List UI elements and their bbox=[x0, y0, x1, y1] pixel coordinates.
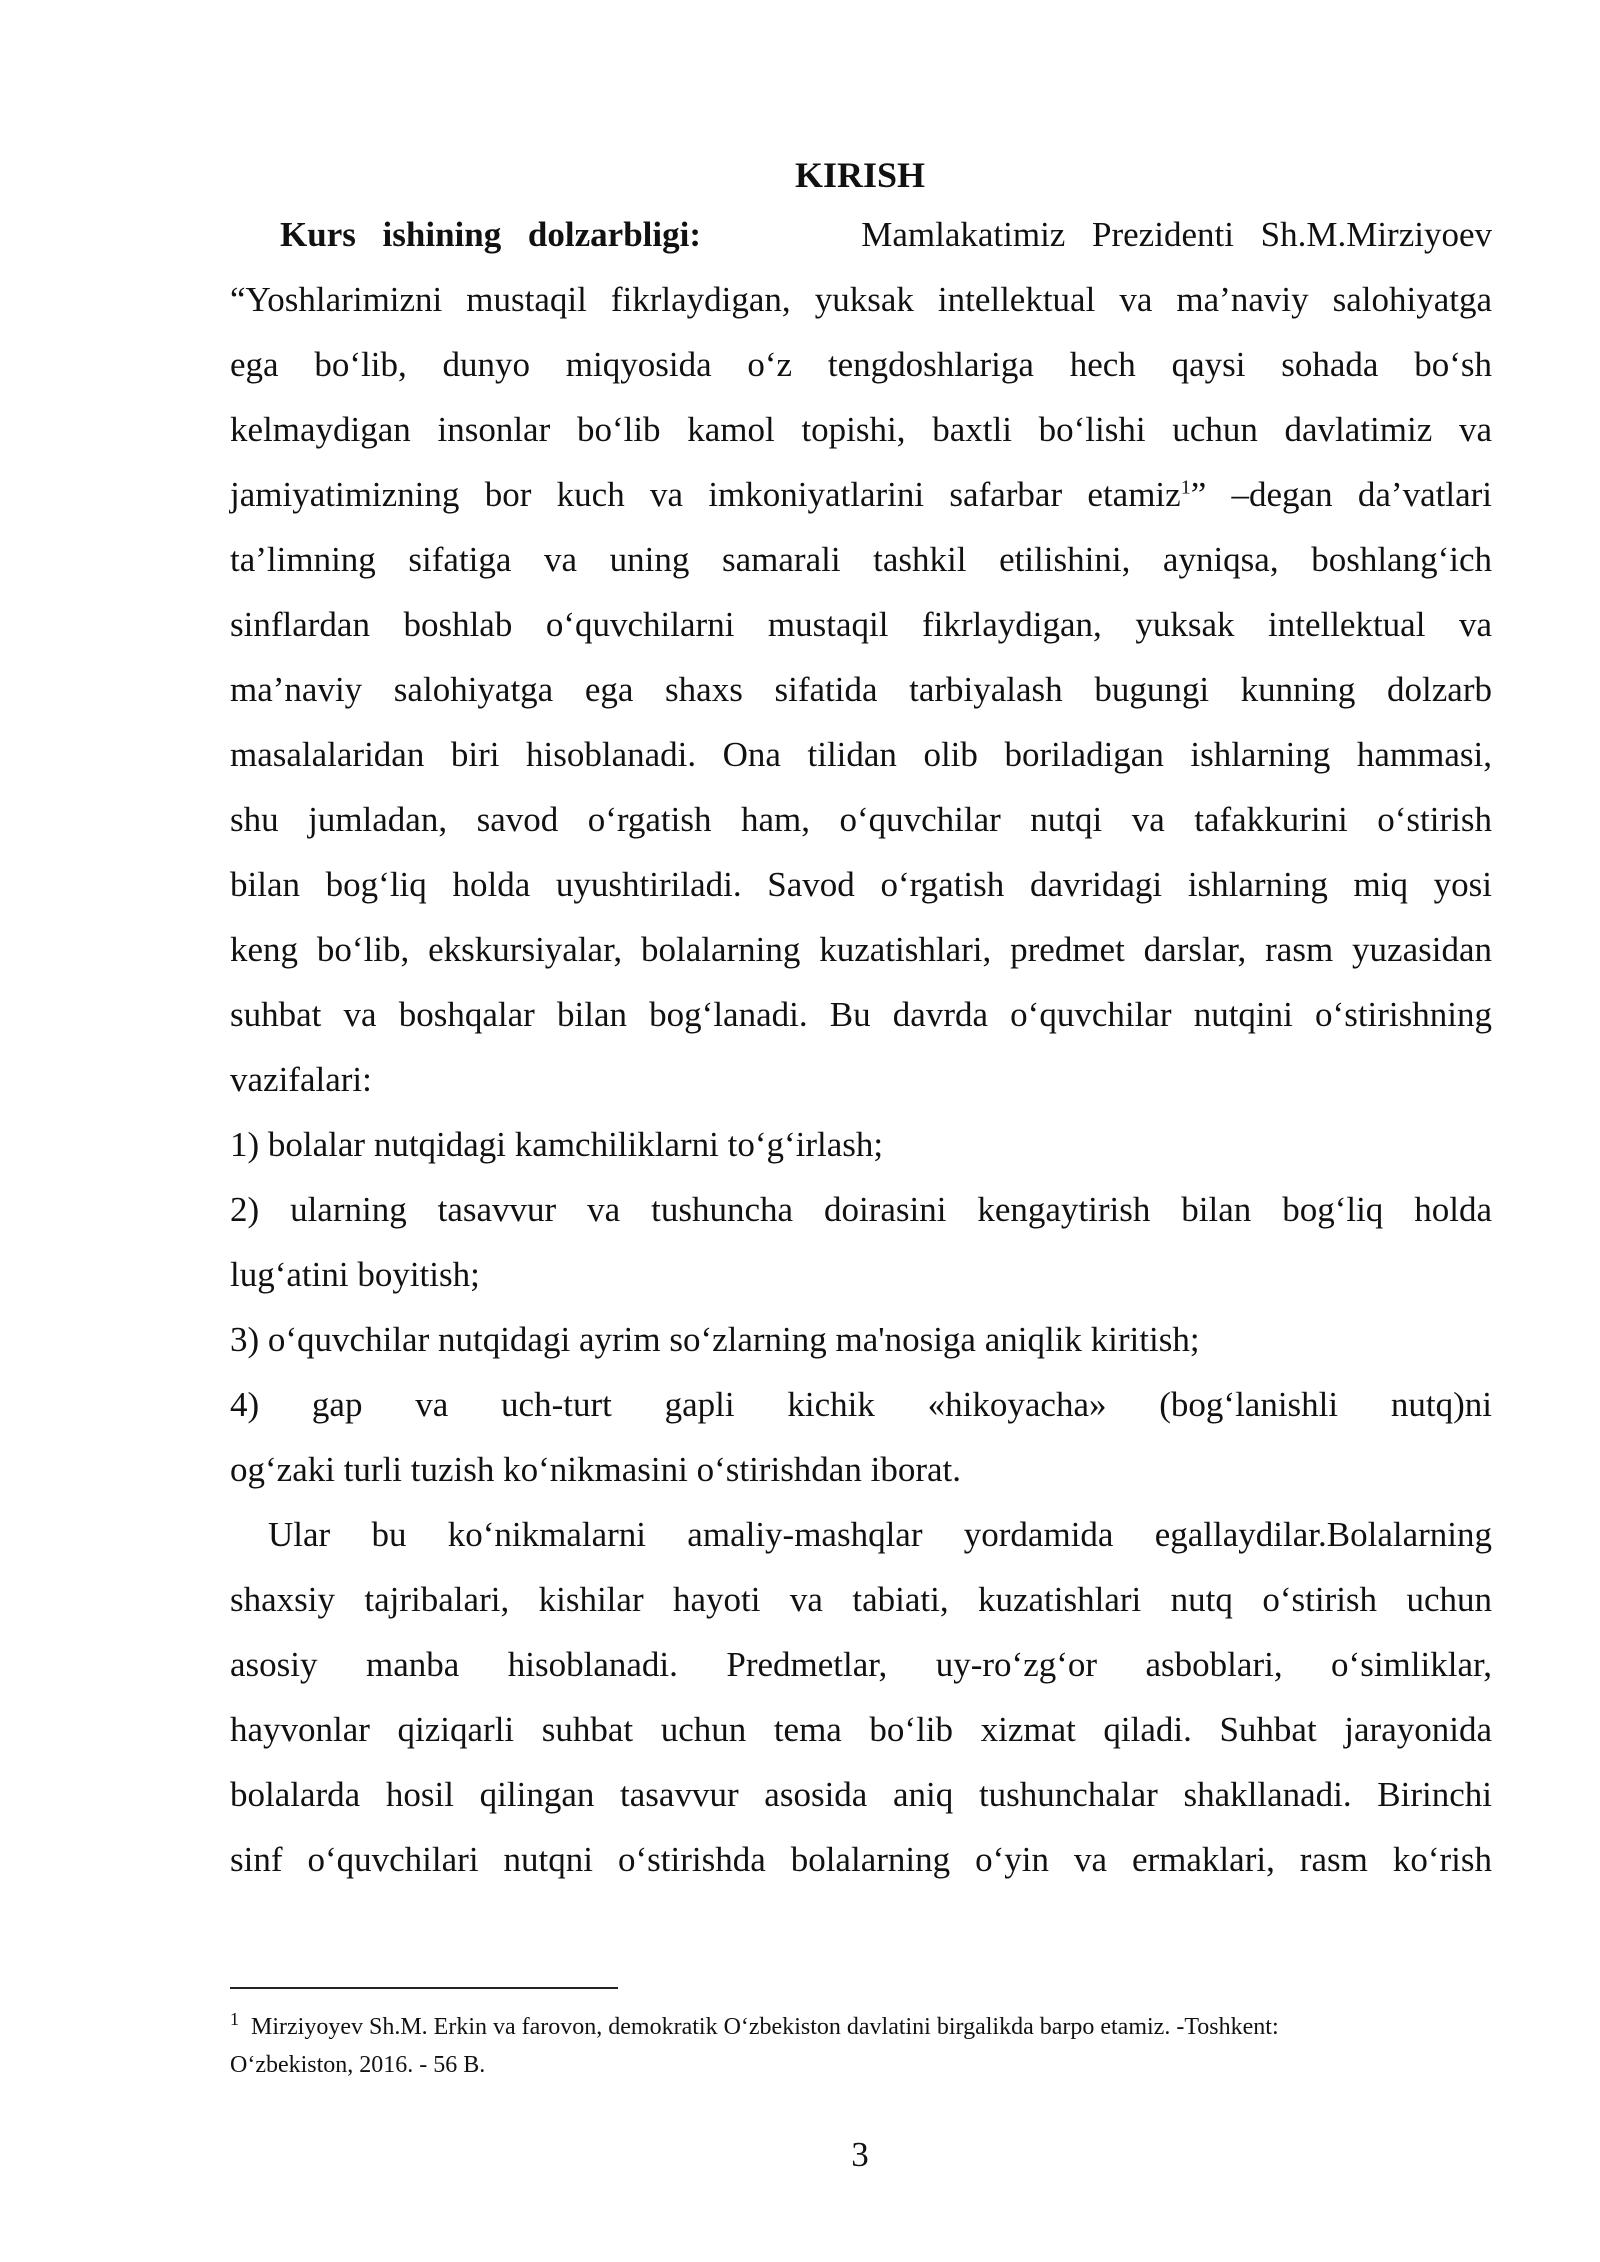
footnote bbox=[230, 2008, 1492, 2084]
paragraph-line: hayvonlar qiziqarli suhbat uchun tema bo‘lib xizmat qiladi. Suhbat jarayonida bbox=[230, 1710, 1492, 1749]
list-item-1: 1) bolalar nutqidagi kamchiliklarni to‘g‘irlash; bbox=[230, 1125, 884, 1164]
paragraph-line: shaxsiy tajribalari, kishilar hayoti va tabiati, kuzatishlari nutq o‘stirish uchun bbox=[230, 1580, 1492, 1619]
second-paragraph bbox=[230, 1502, 1492, 1892]
list-item-2: 2) ularning tasavvur va tushuncha doirasini kengaytirish bilan bog‘liq holda bbox=[230, 1190, 1492, 1229]
intro-line: masalalaridan biri hisoblanadi. Ona tilidan olib boriladigan ishlarning hammasi, bbox=[230, 735, 1492, 774]
intro-line-5-before: jamiyatimizning bor kuch va imkoniyatlarini safarbar etamiz bbox=[230, 475, 1181, 514]
intro-line: shu jumladan, savod o‘rgatish ham, o‘quvchilar nutqi va tafakkurini o‘stirish bbox=[230, 800, 1492, 839]
intro-paragraph bbox=[230, 202, 1492, 1112]
footnote-reference[interactable]: 1 bbox=[1180, 476, 1191, 499]
relevance-heading: Kurs ishining dolzarbligi: bbox=[280, 215, 701, 254]
intro-line: kelmaydigan insonlar bo‘lib kamol topishi, baxtli bo‘lishi uchun davlatimiz va bbox=[230, 410, 1492, 449]
footnote-line-1 bbox=[230, 2008, 1492, 2046]
footnote-mark: 1 bbox=[230, 2009, 239, 2029]
footnote-text: Mirziyoyev Sh.M. Erkin va farovon, demokratik O‘zbekiston davlatini birgalikda barpo etamiz. -Toshkent: bbox=[251, 2014, 1279, 2040]
list-item-3: 3) o‘quvchilar nutqidagi ayrim so‘zlarning ma'nosiga aniqlik kiritish; bbox=[230, 1320, 1200, 1359]
intro-line: sinflardan boshlab o‘quvchilarni mustaqil fikrlaydigan, yuksak intellektual va bbox=[230, 605, 1492, 644]
paragraph-line: asosiy manba hisoblanadi. Predmetlar, uy-ro‘zg‘or asboblari, o‘simliklar, bbox=[230, 1645, 1492, 1684]
intro-line: ega bo‘lib, dunyo miqyosida o‘z tengdoshlariga hech qaysi sohada bo‘sh bbox=[230, 345, 1492, 384]
intro-line-5 bbox=[230, 462, 1492, 527]
intro-line: ta’limning sifatiga va uning samarali tashkil etilishini, ayniqsa, boshlang‘ich bbox=[230, 540, 1492, 579]
paragraph-line: sinf o‘quvchilari nutqni o‘stirishda bolalarning o‘yin va ermaklari, rasm ko‘rish bbox=[230, 1840, 1492, 1879]
tasks-list bbox=[230, 1112, 1492, 1502]
list-item-2-cont: lug‘atini boyitish; bbox=[230, 1255, 480, 1294]
footnote-separator bbox=[230, 1987, 618, 1989]
intro-line: ma’naviy salohiyatga ega shaxs sifatida tarbiyalash bugungi kunning dolzarb bbox=[230, 670, 1492, 709]
intro-line: keng bo‘lib, ekskursiyalar, bolalarning kuzatishlari, predmet darslar, rasm yuzasidan bbox=[230, 930, 1492, 969]
intro-line: suhbat va boshqalar bilan bog‘lanadi. Bu davrda o‘quvchilar nutqini o‘stirishning bbox=[230, 995, 1492, 1034]
intro-line: vazifalari: bbox=[230, 1060, 372, 1099]
intro-line-5-after: ” –degan da’vatlari bbox=[1190, 475, 1492, 514]
page-title: KIRISH bbox=[794, 155, 926, 195]
paragraph-line: bolalarda hosil qilingan tasavvur asosida aniq tushunchalar shakllanadi. Birinchi bbox=[230, 1775, 1492, 1814]
intro-line: “Yoshlarimizni mustaqil fikrlaydigan, yuksak intellektual va ma’naviy salohiyatga bbox=[230, 280, 1492, 319]
main-text bbox=[230, 202, 1492, 1892]
footnote-line-2: O‘zbekiston, 2016. - 56 B. bbox=[230, 2052, 486, 2078]
intro-line: bilan bog‘liq holda uyushtiriladi. Savod o‘rgatish davridagi ishlarning miq yosi bbox=[230, 865, 1492, 904]
paragraph-line: Ular bu ko‘nikmalarni amaliy-mashqlar yordamida egallaydilar.Bolalarning bbox=[268, 1515, 1492, 1554]
list-item-4: 4) gap va uch-turt gapli kichik «hikoyacha» (bog‘lanishli nutq)ni bbox=[230, 1385, 1492, 1424]
intro-line-1-text: Mamlakatimiz Prezidenti Sh.M.Mirziyoev bbox=[861, 215, 1493, 254]
intro-line-1 bbox=[230, 202, 1492, 267]
list-item-4-cont: og‘zaki turli tuzish ko‘nikmasini o‘stirishdan iborat. bbox=[230, 1450, 961, 1489]
page-number: 3 bbox=[851, 2135, 869, 2174]
